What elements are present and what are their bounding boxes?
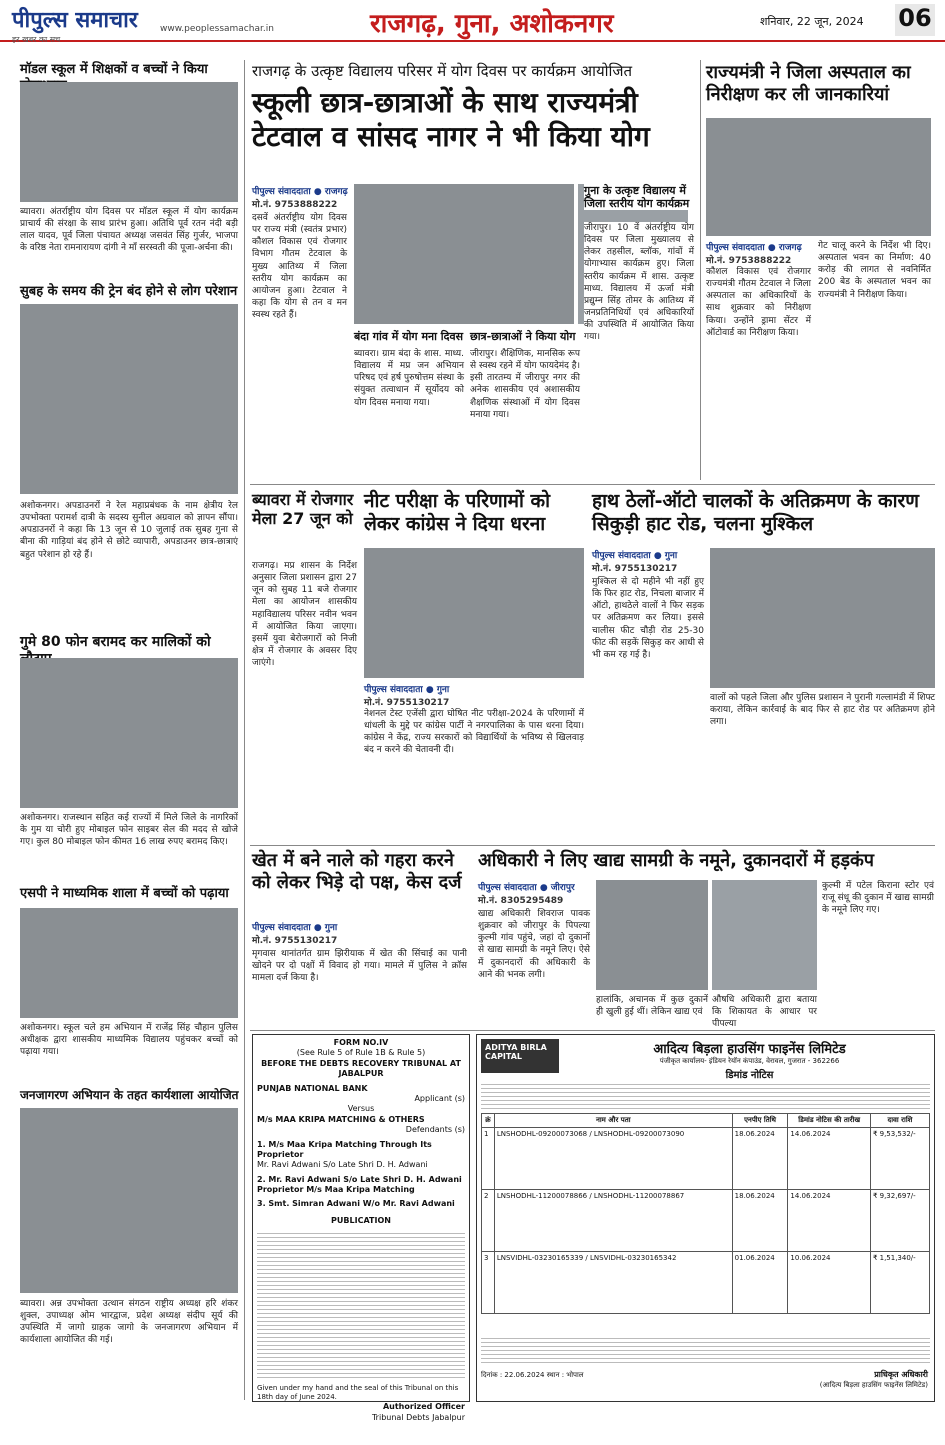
aditya-table-wrap	[481, 1113, 930, 1314]
table-cell: 3	[482, 1252, 495, 1314]
lead-caption1-head: बंदा गांव में योग मना दिवस	[354, 330, 464, 343]
notice-line: Mr. Ravi Adwani S/o Late Shri D. H. Adwani	[257, 1160, 428, 1170]
aditya-footer-text	[481, 1335, 930, 1365]
hospital-mobile: मो.नं. 9753888222	[706, 256, 792, 266]
food-shop-photo-2	[712, 880, 817, 990]
food-caption-1: हालांकि, अचानक में कुछ दुकानें ही खुली हुई थीं। लेकिन खाद्य एवं	[596, 995, 708, 1018]
table-cell: 2	[482, 1190, 495, 1252]
food-mobile: मो.नं. 8305295489	[478, 896, 564, 906]
left-story2-text: अशोकनगर। अपडाउनरों ने रेल महाप्रबंधक के नाम क्षेत्रीय रेल उपभोक्ता परामर्श दात्री के सदस्य सुनील अग्रवाल को ज्ञापन सौंपा। अपडाउनरों ने कहा कि 13 जून से 10 जुलाई तक सुबह गुना से बीना की गाड़ियां बंद होने से छोटे व्यापारी, अपडाउनर छात्र-छात्राएं बहुत परेशान हो रहे हैं।	[20, 501, 238, 560]
lead-byline: पीपुल्स संवाददाता ● राजगढ़	[252, 187, 348, 197]
drain-mobile: मो.नं. 9755130217	[252, 936, 338, 946]
table-cell: 01.06.2024	[732, 1252, 788, 1314]
horizontal-divider	[250, 845, 935, 846]
left-story1-text: ब्यावरा। अंतर्राष्ट्रीय योग दिवस पर मॉडल स्कूल में योग कार्यक्रम प्राचार्य की संरक्षा के साथ प्रारंभ हुआ। अतिथि पूर्व रतन नंदी बड़ी लाल यादव, पूर्व जिला पंचायत अध्यक्ष जसवंत सिंह गुर्जर, भाजपा के वरिष्ठ नेता रामनारायण दांगी ने माँ सरस्वती की पूजा-अर्चना की।	[20, 207, 238, 254]
lead-yoga-photo	[354, 184, 574, 324]
hospital-text-2: गेट चालू करने के निर्देश भी दिए। अस्पताल भवन का निर्माण: 40 करोड़ की लागत से नवनिर्मित 200 बेड के अस्पताल भवन का राज्यमंत्री ने निरीक्षण किया।	[818, 241, 931, 300]
notice-line: BEFORE THE DEBTS RECOVERY TRIBUNAL AT JABALPUR	[261, 1058, 461, 1079]
aditya-intro-text	[481, 1081, 930, 1109]
food-text: खाद्य अधिकारी शिवराज पावक शुक्रवार को जीरापुर के पिपल्या कुल्मी गांव पहुंचे, जहां दो दुकानों से खाद्य सामग्री के नमूने लिए। ऐसे में दुकानदारों की अधिकारी के आने की भनक लगी।	[478, 909, 590, 980]
notice-line: Given under my hand and the seal of this Tribunal on this 18th day of June 2024.	[257, 1384, 459, 1402]
food-caption-2: औषधि अधिकारी द्वारा बताया कि शिकायत के आधार पर पीपल्या	[712, 995, 817, 1030]
lead-caption1-text: ब्यावरा। ग्राम बंदा के शास. माध्य. विद्यालय में मप्र जन अभियान परिषद एवं हर्ष पुरुषोत्तम संस्था के संयुक्त तत्वाधान में सूर्योदय को योग दिवस मनाया गया।	[354, 349, 464, 408]
left-story4-head: एसपी ने माध्यमिक शाला में बच्चों को पढ़ाया	[20, 886, 229, 901]
notice-line: M/s MAA KRIPA MATCHING & OTHERS	[257, 1114, 425, 1124]
notice-line: Applicant (s)	[414, 1093, 465, 1103]
aditya-birla-logo: ADITYA BIRLA CAPITAL	[481, 1039, 559, 1073]
side-story-head: गुना के उत्कृष्ट विद्यालय में जिला स्तरीय योग कार्यक्रम	[584, 184, 694, 210]
logo-tagline: हर खबर का सच	[12, 35, 61, 44]
train-memo-photo	[20, 304, 238, 494]
sp-teaching-photo	[20, 908, 238, 1018]
table-cell: ₹ 9,32,697/-	[870, 1190, 929, 1252]
side-story-text: जीरापुर। 10 वें अंतर्राष्ट्रीय योग दिवस पर जिला मुख्यालय से लेकर तहसील, ब्लॉक, गांवों में योगाभ्यास कार्यक्रम हुए। जिला स्तरीय कार्यक्रम में शास. उत्कृष्ट माध्य. विद्यालय में ऊर्जा मंत्री प्रद्युम्न सिंह तोमर के आतिथ्य में जनप्रतिनिधियों एवं अधिकारियों की उपस्थिति में आयोजित किया गया।	[584, 222, 694, 477]
newspaper-logo	[12, 4, 138, 45]
section-title: राजगढ़, गुना, अशोकनगर	[370, 9, 614, 39]
notice-line: Tribunal Debts Jabalpur	[371, 1412, 465, 1422]
website: www.peoplessamachar.in	[160, 24, 274, 34]
notice-line: 1. M/s Maa Kripa Matching Through Its Proprietor	[257, 1139, 432, 1159]
notice-line: Defendants (s)	[405, 1125, 465, 1135]
employment-text: राजगढ़। मप्र शासन के निर्देश अनुसार जिला प्रशासन द्वारा 27 जून को सुबह 11 बजे रोजगार मेला का आयोजन शासकीय महाविद्यालय परिसर नवीन भवन में आयोजित किया जाएगा। इसमें युवा बेरोजगारों को निजी क्षेत्र में रोजगार के अवसर दिए जाएंगे।	[252, 561, 357, 669]
table-cell: LNSHODHL-11200078866 / LNSHODHL-11200078867	[494, 1190, 732, 1252]
table-header: डिमांड नोटिस की तारीख	[788, 1114, 871, 1128]
food-headline: अधिकारी ने लिए खाद्य सामग्री के नमूने, दुकानदारों में हड़कंप	[478, 850, 875, 871]
notice-body-text	[257, 1230, 465, 1380]
notice-line: FORM NO.IV	[333, 1038, 389, 1047]
phones-returned-photo	[20, 658, 238, 808]
haat-headline: हाथ ठेलों-ऑटो चालकों के अतिक्रमण के कारण सिकुड़ी हाट रोड, चलना मुश्किल	[592, 490, 920, 535]
left-story2-head: सुबह के समय की ट्रेन बंद होने से लोग परेशान	[20, 284, 238, 299]
table-cell: 14.06.2024	[788, 1128, 871, 1190]
table-cell: 18.06.2024	[732, 1128, 788, 1190]
lead-caption2-head: छात्र-छात्राओं ने किया योग	[470, 330, 576, 343]
notice-line: Versus	[347, 1104, 375, 1114]
lead-caption2-text: जीरापुर। शैक्षिणिक, मानसिक रूप से स्वस्थ रहने में योग फायदेमंद है। इसी तारतम्य में जीरापुर नगर की अनेक शासकीय एवं अशासकीय शैक्षणिक संस्थाओं में योग दिवस मनाया गया।	[470, 349, 580, 420]
aditya-notice-title: डिमांड नोटिस	[725, 1070, 774, 1081]
lead-mobile: मो.नं. 9753888222	[252, 200, 338, 210]
table-cell: 1	[482, 1128, 495, 1190]
hospital-photo	[706, 118, 931, 236]
table-header: क्रं	[482, 1114, 495, 1128]
horizontal-divider	[250, 484, 935, 485]
lead-headline: स्कूली छात्र-छात्राओं के साथ राज्यमंत्री टेटवाल व सांसद नागर ने भी किया योग	[252, 86, 650, 153]
food-byline: पीपुल्स संवाददाता ● जीरापुर	[478, 883, 575, 893]
left-story1-head: मॉडल स्कूल में शिक्षकों व बच्चों ने किया	[20, 62, 208, 77]
notice-line: PUBLICATION	[331, 1215, 391, 1225]
masthead	[0, 0, 945, 42]
yoga-photo-model-school	[20, 82, 238, 202]
table-cell: ₹ 9,53,532/-	[870, 1128, 929, 1190]
notice-line: 2. Mr. Ravi Adwani S/o Late Shri D. H. Adwani Proprietor M/s Maa Kripa Matching	[257, 1174, 462, 1195]
aditya-signatory: प्राधिकृत अधिकारी	[874, 1370, 928, 1379]
table-cell: LNSHODHL-09200073068 / LNSHODHL-09200073090	[494, 1128, 732, 1190]
table-cell: LNSVIDHL-03230165339 / LNSVIDHL-03230165342	[494, 1252, 732, 1314]
drain-byline: पीपुल्स संवाददाता ● गुना	[252, 923, 338, 933]
left-story3-text: अशोकनगर। राजस्थान सहित कई राज्यों में मिले जिले के नागरिकों के गुम या चोरी हुए मोबाइल फोन साइबर सेल की मदद से खोजे गए। कुल 80 मोबाइल फोन कीमत 16 लाख रुपए बरामद किए।	[20, 813, 238, 848]
lead-kicker: राजगढ़ के उत्कृष्ट विद्यालय परिसर में योग दिवस पर कार्यक्रम आयोजित	[252, 62, 633, 80]
notice-line: (See Rule 5 of Rule 1B & Rule 5)	[296, 1048, 426, 1058]
haat-road-photo	[710, 548, 935, 688]
haat-text: मुश्किल से दो महीने भी नहीं हुए कि फिर हाट रोड, निचला बाजार में ऑटो, हाथठेले वालों ने फिर सड़क पर अतिक्रमण कर लिया। इससे चालीस फीट चौड़ी रोड 25-30 फीट की सड़कें सिकुड़ कर आधी से भी कम रह गई है।	[592, 577, 704, 660]
table-row	[482, 1128, 930, 1190]
table-cell: 10.06.2024	[788, 1252, 871, 1314]
drain-text: मृगवास थानांतर्गत ग्राम झिरीयाक में खेत की सिंचाई का पानी खोदने पर दो पक्षों में विवाद हो गया। मामले में पुलिस ने क्रॉस मामला दर्ज किया है।	[252, 949, 467, 984]
aditya-table	[481, 1113, 930, 1314]
horizontal-divider	[250, 1030, 935, 1031]
food-shop-photo-1	[596, 880, 708, 990]
notice-line: PUNJAB NATIONAL BANK	[257, 1083, 368, 1093]
column-divider	[700, 60, 701, 480]
edition-date: शनिवार, 22 जून, 2024	[760, 15, 864, 28]
page-number: 06	[895, 4, 935, 36]
aditya-signatory-company: (आदित्य बिड़ला हाउसिंग फाइनेंस लिमिटेड)	[819, 1381, 928, 1389]
left-story5-head: जनजागरण अभियान के तहत कार्यशाला आयोजित	[20, 1088, 239, 1102]
aditya-date-place: दिनांक : 22.06.2024 स्थान : भोपाल	[481, 1371, 584, 1379]
lead-text: दसवें अंतर्राष्ट्रीय योग दिवस पर राज्य मंत्री (स्वतंत्र प्रभार) कौशल विकास एवं रोजगार विभाग गौतम टेटवाल के मुख्य आतिथ्य में जिला स्तरीय योग कार्यक्रम का आयोजन हुआ। टेटवाल ने कहा कि योग से तन व मन स्वस्थ रहते हैं।	[252, 213, 347, 321]
notice-line: 3. Smt. Simran Adwani W/o Mr. Ravi Adwani	[257, 1199, 455, 1209]
table-cell: 18.06.2024	[732, 1190, 788, 1252]
neet-mobile: मो.नं. 9755130217	[364, 698, 450, 708]
hospital-byline: पीपुल्स संवाददाता ● राजगढ़	[706, 243, 802, 253]
neet-protest-photo	[364, 548, 584, 678]
neet-headline: नीट परीक्षा के परिणामों को लेकर कांग्रेस ने दिया धरना	[364, 490, 551, 535]
table-header-row	[482, 1114, 930, 1128]
employment-headline: ब्यावरा में रोजगार मेला 27 जून को	[252, 490, 354, 529]
column-divider	[244, 60, 245, 1400]
table-header: नाम और पता	[494, 1114, 732, 1128]
aditya-title: आदित्य बिड़ला हाउसिंग फाइनेंस लिमिटेड	[653, 1042, 846, 1057]
table-row	[482, 1252, 930, 1314]
hospital-text: कौशल विकास एवं रोजगार राज्यमंत्री गौतम टेटवाल ने जिला अस्पताल का अधिकारियों के साथ शुक्रवार को निरीक्षण किया। उन्होंने ड्रामा सेंटर में ऑटोवार्ड का निरीक्षण किया।	[706, 267, 811, 338]
hospital-headline: राज्यमंत्री ने जिला अस्पताल का निरीक्षण कर ली जानकारियां	[706, 62, 911, 105]
aditya-birla-notice	[476, 1034, 935, 1402]
notice-line: Authorized Officer	[382, 1402, 465, 1412]
left-story5-text: ब्यावरा। अन्न उपभोक्ता उत्थान संगठन राष्ट्रीय अध्यक्ष हरि शंकर शुक्ल, उपाध्यक्ष ओम भारद्वाज, प्रदेश अध्यक्ष संदीप सूर्य की उपस्थिति में जागो ग्राहक जागो के जनजागरण अभियान में कार्यशाला आयोजित की गई।	[20, 1299, 238, 1346]
logo-text: पीपुल्स समाचार	[12, 8, 138, 33]
drain-headline: खेत में बने नाले को गहरा करने को लेकर भिड़े दो पक्ष, केस दर्ज	[252, 850, 462, 893]
aditya-address: पंजीकृत कार्यालय- इंडियन रेयॉन कंपाउंड, वेरावल, गुजरात - 362266	[659, 1057, 840, 1065]
workshop-photo	[20, 1108, 238, 1293]
left-story3-head: गुमे 80 फोन बरामद कर मालिकों को	[20, 634, 211, 650]
left-story4-text: अशोकनगर। स्कूल चले हम अभियान में राजेंद्र सिंह चौहान पुलिस अधीक्षक द्वारा शासकीय माध्यमिक विद्यालय पहुंचकर बच्चों को पढ़ाया गया।	[20, 1023, 238, 1058]
table-cell: ₹ 1,51,340/-	[870, 1252, 929, 1314]
table-header: एनपीए तिथि	[732, 1114, 788, 1128]
table-row	[482, 1190, 930, 1252]
table-header: दावा राशि	[870, 1114, 929, 1128]
haat-text-2: वालों को पहले जिला और पुलिस प्रशासन ने पुरानी गल्लामंडी में शिफ्ट कराया, लेकिन कार्रवाई के बाद फिर से हाट रोड पर अतिक्रमण होने लगा।	[710, 693, 935, 728]
haat-mobile: मो.नं. 9755130217	[592, 564, 678, 574]
table-cell: 14.06.2024	[788, 1190, 871, 1252]
neet-byline: पीपुल्स संवाददाता ● गुना	[364, 685, 450, 695]
food-text-2: कुल्मी में पटेल किराना स्टोर एवं राजू संधू की दुकान में खाद्य सामग्री के नमूने लिए गए।	[822, 881, 934, 916]
neet-text: नेशनल टेस्ट एजेंसी द्वारा घोषित नीट परीक्षा-2024 के परिणामों में धांधली के मुद्दे पर कांग्रेस पार्टी ने नगरपालिका के पास धरना दिया। कांग्रेस ने केंद्र, राज्य सरकारों को विद्यार्थियों के भविष्य से खिलवाड़ बंद न करने की चेतावनी दी।	[364, 709, 584, 756]
haat-byline: पीपुल्स संवाददाता ● गुना	[592, 551, 678, 561]
drt-legal-notice	[252, 1034, 470, 1422]
